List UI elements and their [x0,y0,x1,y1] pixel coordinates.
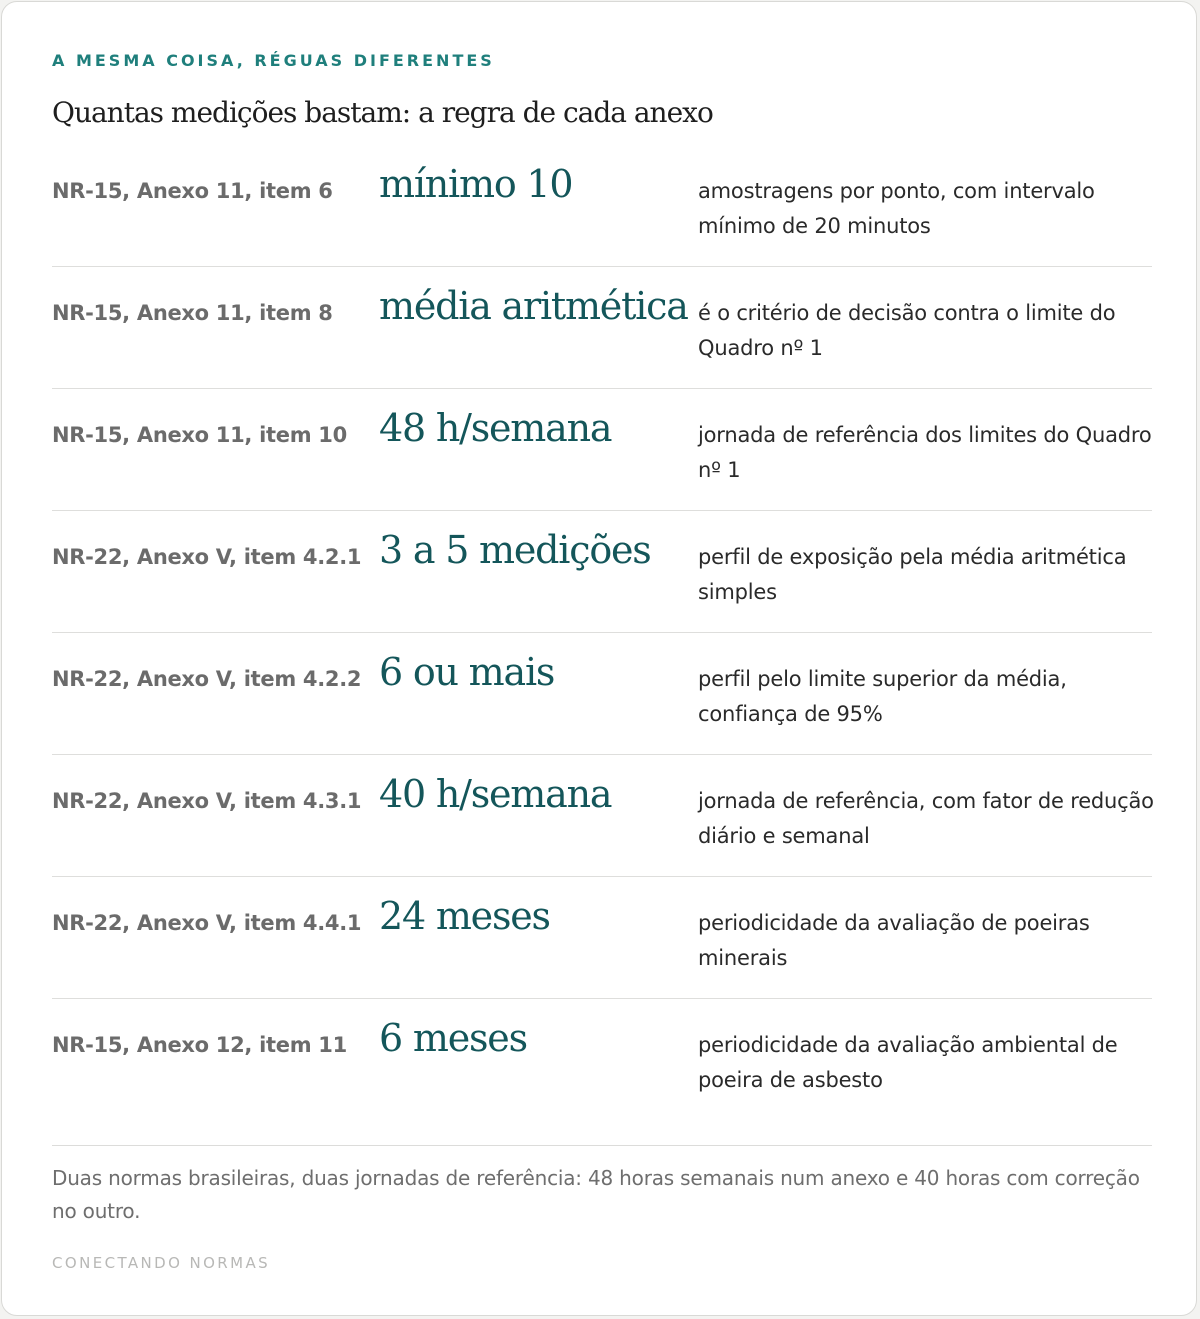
rule-reference: NR-15, Anexo 11, item 10 [52,423,347,447]
list-item [52,999,1152,1146]
rule-reference: NR-15, Anexo 11, item 8 [52,301,333,325]
rule-reference: NR-22, Anexo V, item 4.4.1 [52,911,362,935]
rule-value: média aritmética [379,284,688,328]
rule-description: perfil de exposição pela média aritmética simples [698,545,1127,604]
list-item [52,511,1152,633]
rule-description: amostragens por ponto, com intervalo mínimo de 20 minutos [698,179,1095,238]
list-item [52,267,1152,389]
rule-description: jornada de referência dos limites do Quadro nº 1 [698,423,1152,482]
rule-value: 24 meses [379,894,550,938]
rule-value: 6 ou mais [379,650,555,694]
rule-description: periodicidade da avaliação ambiental de poeira de asbesto [698,1033,1118,1092]
rule-list [52,145,1152,1146]
eyebrow: A MESMA COISA, RÉGUAS DIFERENTES [52,51,495,70]
rule-value: 6 meses [379,1016,527,1060]
list-item [52,877,1152,999]
rule-value: 40 h/semana [379,772,612,816]
list-item [52,633,1152,755]
rule-reference: NR-22, Anexo V, item 4.3.1 [52,789,362,813]
source-credit: CONECTANDO NORMAS [52,1254,271,1272]
footnote: Duas normas brasileiras, duas jornadas de referência: 48 horas semanais num anexo e 40 horas com correção no outro. [52,1166,1140,1223]
rule-value: mínimo 10 [379,162,573,206]
card [1,1,1197,1316]
list-item [52,145,1152,267]
list-item [52,389,1152,511]
page-title: Quantas medições bastam: a regra de cada anexo [52,96,713,129]
rule-description: é o critério de decisão contra o limite do Quadro nº 1 [698,301,1116,360]
rule-description: periodicidade da avaliação de poeiras minerais [698,911,1090,970]
rule-value: 3 a 5 medições [379,528,651,572]
rule-reference: NR-15, Anexo 11, item 6 [52,179,333,203]
list-item [52,755,1152,877]
rule-description: perfil pelo limite superior da média, confiança de 95% [698,667,1067,726]
rule-description: jornada de referência, com fator de redução diário e semanal [698,789,1154,848]
rule-reference: NR-22, Anexo V, item 4.2.2 [52,667,362,691]
rule-value: 48 h/semana [379,406,612,450]
rule-reference: NR-15, Anexo 12, item 11 [52,1033,347,1057]
rule-reference: NR-22, Anexo V, item 4.2.1 [52,545,362,569]
